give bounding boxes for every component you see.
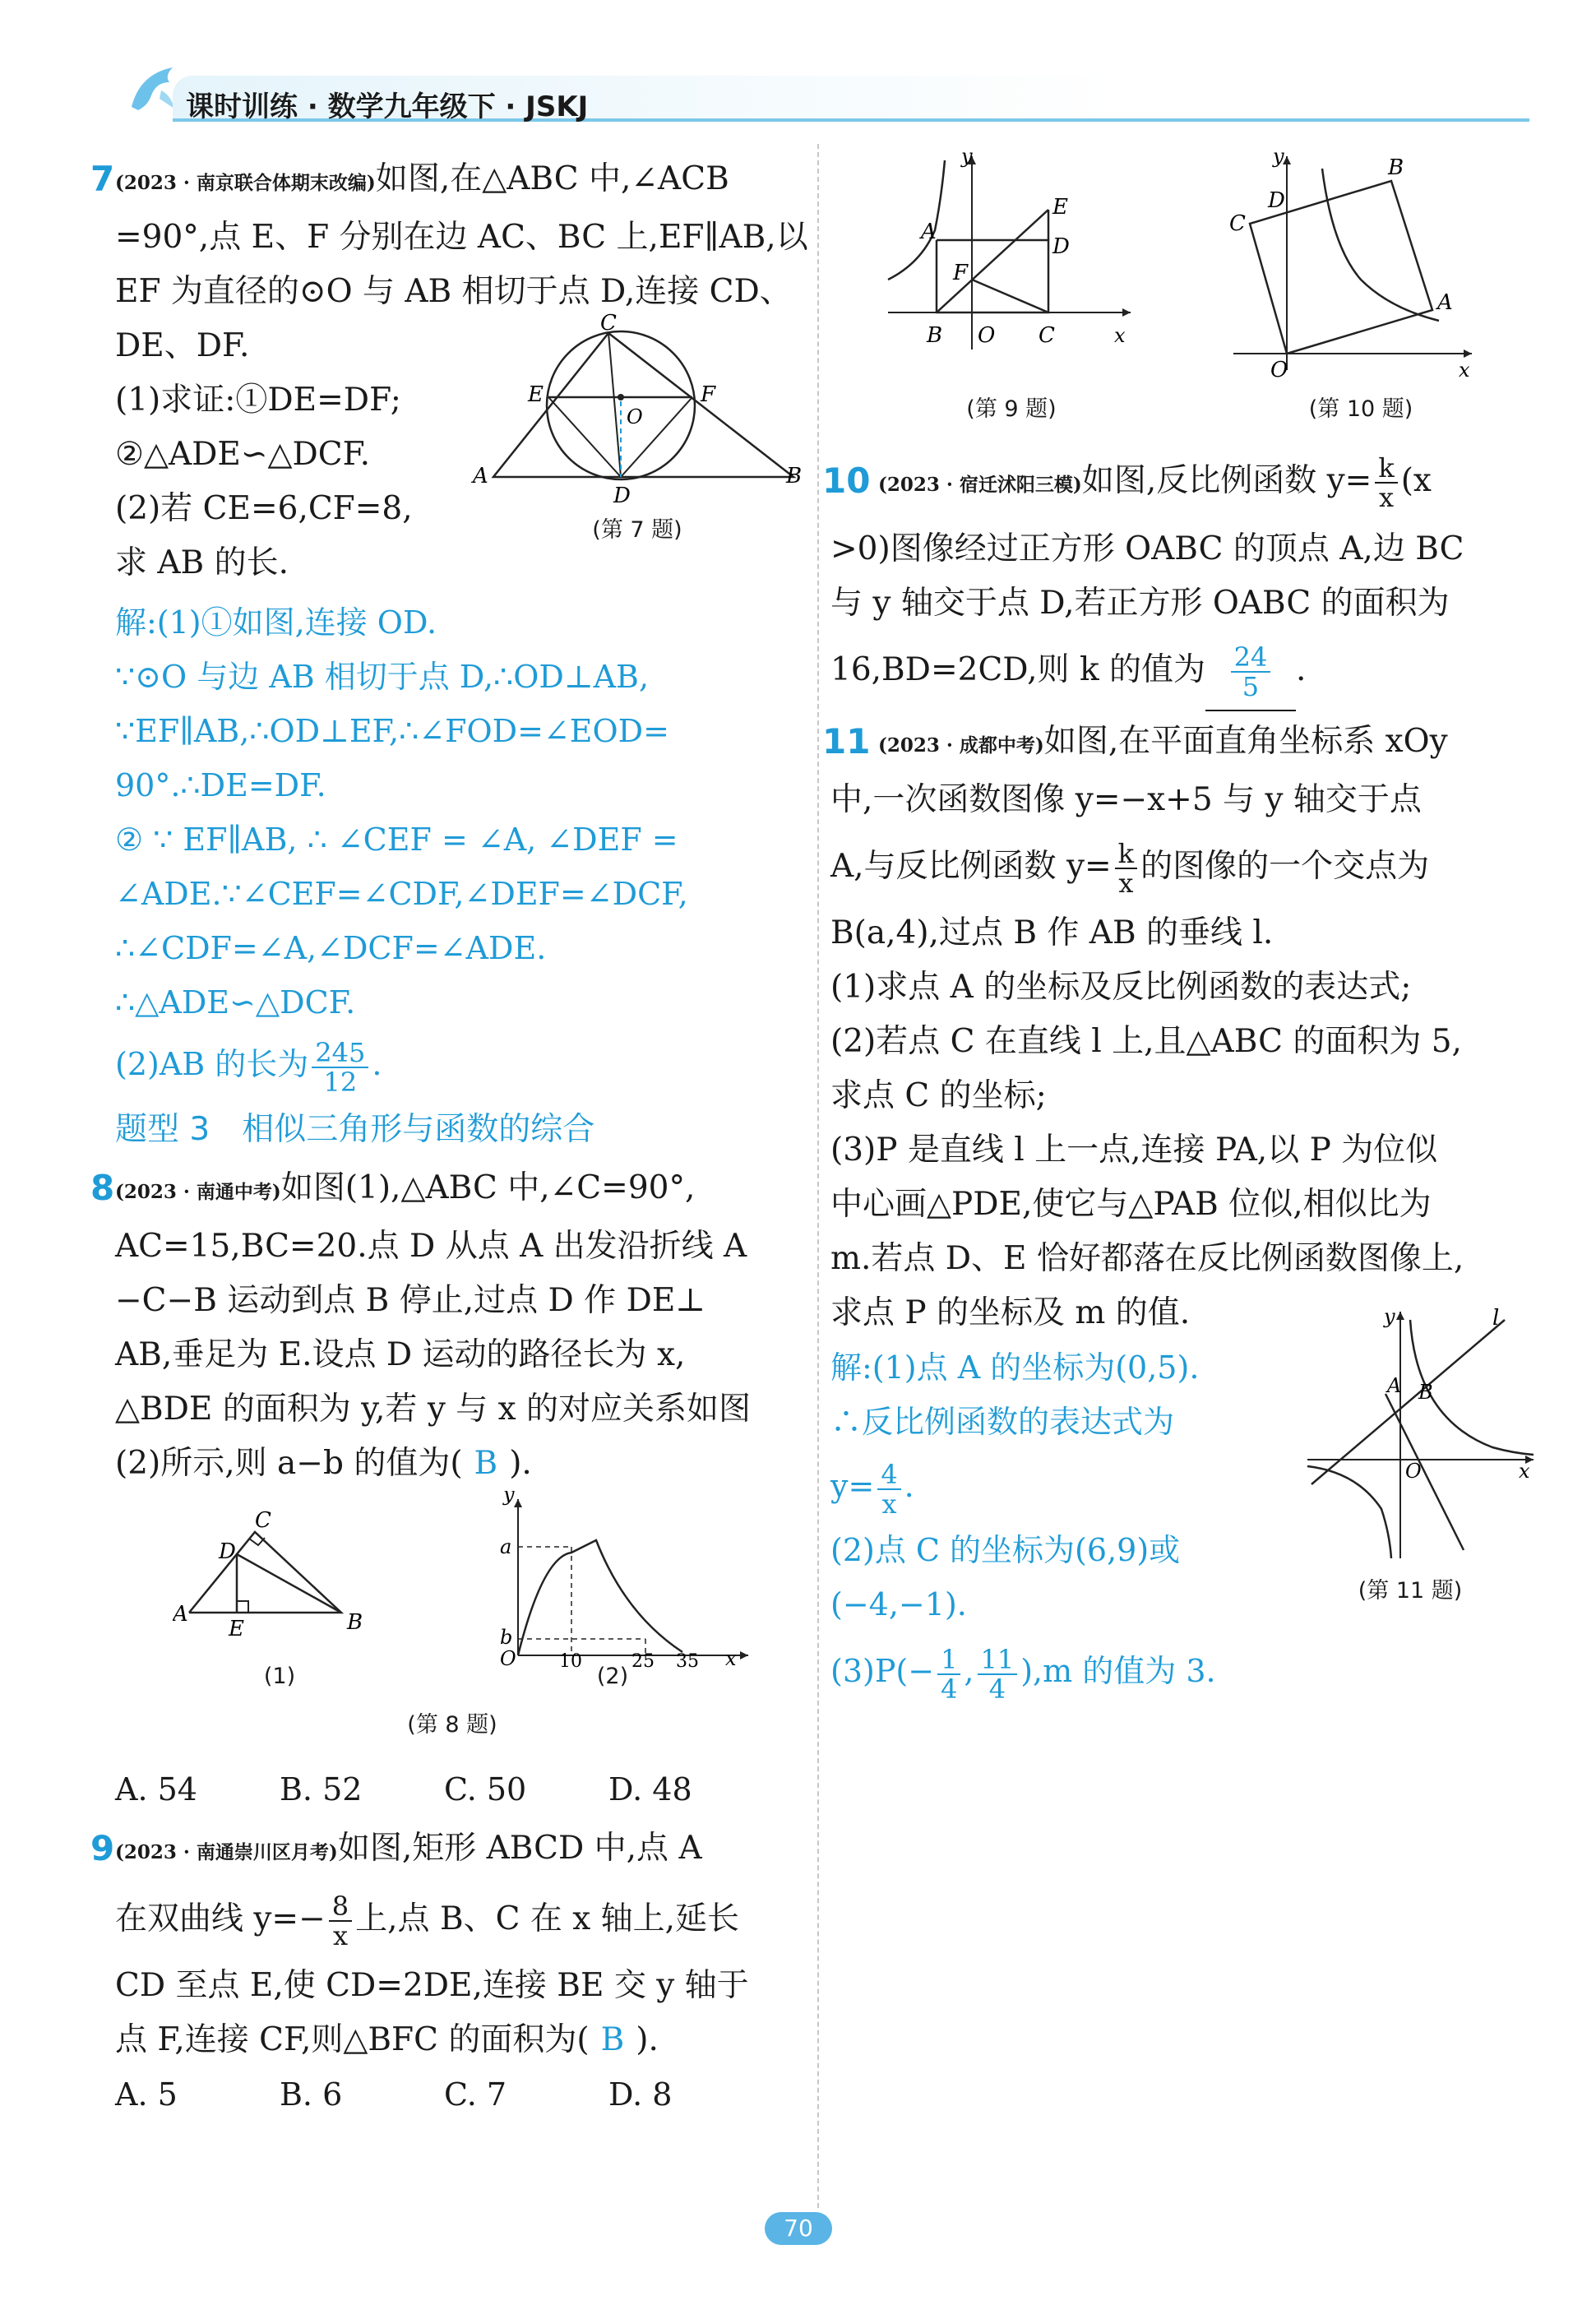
x-axis-arrow-icon [740, 1651, 748, 1659]
question-text: (2)若 CE=6,CF=8, [115, 490, 413, 527]
question-text: . [1295, 651, 1307, 688]
question-number: 8 [90, 1168, 115, 1208]
label-o: O [1270, 358, 1288, 382]
solution-line: ② ∵ EF∥AB, ∴ ∠CEF = ∠A, ∠DEF = [115, 822, 678, 858]
question-9 [90, 1821, 806, 2122]
column-divider [817, 144, 819, 2208]
numerator: 11 [978, 1645, 1018, 1675]
label-b: B [1418, 1381, 1433, 1404]
figure-caption: (第 11 题) [1358, 1578, 1463, 1604]
tick-label: 35 [676, 1651, 699, 1668]
segment-cd [608, 333, 621, 477]
question-text: 的图像的一个交点为 [1140, 848, 1430, 885]
label-a: A [1387, 1374, 1402, 1397]
figure-8 [115, 1491, 806, 1762]
question-text: 如图,矩形 ABCD 中,点 A [337, 1830, 702, 1867]
question-text: ②△ADE∽△DCF. [115, 436, 371, 473]
answer-choice: B [600, 2021, 625, 2058]
solution-text: . [904, 1468, 914, 1504]
label-y: y [961, 148, 973, 168]
solution-line: ∴△ADE∽△DCF. [115, 984, 356, 1021]
question-text: (1)求点 A 的坐标及反比例函数的表达式; [830, 969, 1412, 1006]
question-text: 16,BD=2CD,则 k 的值为 [830, 651, 1205, 688]
fraction [1375, 454, 1397, 511]
numerator: 4 [877, 1460, 900, 1490]
question-text: 求 AB 的长. [115, 544, 289, 581]
solution-text: (3)P(− [830, 1653, 935, 1689]
label-a: a [500, 1535, 512, 1558]
line-ab [1386, 1394, 1464, 1550]
question-text: 如图,在△ABC 中,∠ACB [375, 160, 729, 197]
hyperbola [1322, 169, 1439, 321]
solution-line: ∴∠CDF=∠A,∠DCF=∠ADE. [115, 930, 547, 966]
figure-caption: (第 9 题) [966, 396, 1057, 422]
solution-line: ∴反比例函数的表达式为 [830, 1404, 1175, 1440]
label-b: B [347, 1610, 363, 1635]
label-x: x [1459, 359, 1470, 382]
question-text: =90°,点 E、F 分别在边 AC、BC 上,EF∥AB,以 [115, 219, 808, 256]
label-y: y [503, 1491, 515, 1506]
numerator: 8 [329, 1892, 352, 1922]
label-c: C [1039, 323, 1055, 348]
numerator: k [1115, 840, 1137, 869]
question-text: 点 F,连接 CF,则△BFC 的面积为( [115, 2021, 590, 2058]
option: B. 52 [280, 1771, 363, 1807]
question-text: ). [636, 2021, 659, 2058]
question-text: ). [509, 1445, 532, 1482]
question-text: 上,点 B、C 在 x 轴上,延长 [355, 1900, 740, 1937]
x-axis-arrow-icon [1464, 349, 1472, 358]
question-text: B(a,4),过点 B 作 AB 的垂线 l. [830, 914, 1274, 951]
solution-text: (2)AB 的长为 [115, 1046, 309, 1082]
label-d: D [1268, 188, 1285, 213]
denominator: x [1118, 868, 1134, 899]
option: C. 7 [444, 2076, 507, 2113]
numerator: k [1375, 454, 1397, 484]
label-d: D [613, 484, 631, 508]
question-text: 如图(1),△ABC 中,∠C=90°, [280, 1169, 696, 1206]
question-source: (2023 · 南通崇川区月考) [115, 1841, 338, 1863]
label-y: y [1384, 1305, 1395, 1328]
fraction [937, 1645, 960, 1703]
fraction [329, 1892, 352, 1950]
answer-choice: B [474, 1445, 498, 1482]
center-point [618, 394, 624, 400]
options [115, 1762, 806, 1817]
label-o: O [500, 1647, 516, 1668]
right-angle-mark [237, 1601, 248, 1613]
figure-8-2-graph [493, 1491, 756, 1668]
label-x: x [1519, 1460, 1530, 1483]
label-b: B [1388, 155, 1404, 180]
denominator: 12 [323, 1066, 358, 1098]
figure-caption: (1) [263, 1664, 296, 1689]
y-axis-arrow-icon [514, 1499, 522, 1507]
question-text: 在双曲线 y=− [115, 1900, 326, 1937]
fraction [877, 1460, 900, 1518]
solution-line: 解:(1)点 A 的坐标为(0,5). [830, 1349, 1200, 1386]
question-text: CD 至点 E,使 CD=2DE,连接 BE 交 y 轴于 [115, 1967, 749, 2004]
label-b: B [786, 464, 803, 488]
solution-line: ∵⊙O 与边 AB 相切于点 D,∴OD⊥AB, [115, 659, 650, 695]
label-c: C [255, 1508, 271, 1533]
figure-7 [469, 308, 806, 514]
label-x: x [725, 1647, 737, 1668]
solution-text: , [964, 1653, 974, 1689]
denominator: 4 [988, 1673, 1006, 1705]
solution-text: . [372, 1046, 382, 1082]
label-e: E [1052, 195, 1068, 220]
question-text: 中,一次函数图像 y=−x+5 与 y 轴交于点 [830, 781, 1422, 818]
question-text: AC=15,BC=20.点 D 从点 A 出发沿折线 A [115, 1228, 747, 1265]
denominator: x [332, 1920, 348, 1951]
question-text: 如图,反比例函数 y= [1081, 462, 1372, 499]
question-source: (2023 · 南京联合体期末改编) [115, 172, 376, 194]
denominator: 4 [941, 1673, 958, 1705]
label-d: D [1052, 234, 1070, 259]
figure-11 [1295, 1303, 1542, 1567]
solution-line: (2)点 C 的坐标为(6,9)或 [830, 1532, 1181, 1568]
label-f: F [953, 261, 969, 285]
denominator: x [881, 1488, 897, 1520]
page-number: 70 [765, 2212, 832, 2245]
denominator: 5 [1242, 671, 1260, 702]
question-source: (2023 · 成都中考) [878, 734, 1044, 757]
solution-text: y= [830, 1468, 875, 1504]
section-title: 题型 3 相似三角形与函数的综合 [115, 1111, 595, 1148]
question-10 [822, 444, 1538, 711]
question-text: (x [1400, 462, 1432, 499]
question-text: (1)求证:①DE=DF; [115, 382, 401, 419]
option: D. 48 [608, 1771, 692, 1807]
solution-line: ∵EF∥AB,∴OD⊥EF,∴∠FOD=∠EOD= [115, 713, 669, 749]
solution-line: 90°.∴DE=DF. [115, 767, 326, 803]
question-text: (3)P 是直线 l 上一点,连接 PA,以 P 为位似 [830, 1132, 1438, 1169]
question-text: m.若点 D、E 恰好都落在反比例函数图像上, [830, 1240, 1464, 1277]
label-e: E [528, 382, 544, 407]
question-number: 10 [822, 461, 871, 501]
figure-caption: (第 7 题) [592, 517, 682, 543]
question-text: A,与反比例函数 y= [830, 848, 1112, 885]
label-o: O [978, 323, 996, 348]
option: A. 5 [115, 2076, 178, 2113]
question-8 [90, 1161, 806, 1817]
numerator: 1 [937, 1645, 960, 1675]
options [115, 2067, 806, 2122]
solution-line: ∠ADE.∵∠CEF=∠CDF,∠DEF=∠DCF, [115, 876, 688, 912]
figure-caption: (第 8 题) [407, 1712, 497, 1738]
question-text: 求点 C 的坐标; [830, 1077, 1047, 1114]
label-b: b [500, 1626, 513, 1649]
question-7 [90, 152, 808, 1099]
option: B. 6 [280, 2076, 343, 2113]
tick-label: 25 [631, 1651, 655, 1668]
fraction [312, 1036, 368, 1098]
label-a: A [921, 220, 937, 244]
label-c: C [600, 311, 617, 336]
numerator: 24 [1231, 643, 1271, 673]
label-a: A [173, 1602, 188, 1627]
page-header [123, 76, 1480, 133]
figure-9 [884, 148, 1139, 354]
tick-label: 10 [559, 1651, 582, 1668]
question-text: >0)图像经过正方形 OABC 的顶点 A,边 BC [830, 530, 1464, 567]
option: C. 50 [444, 1771, 527, 1807]
question-source: (2023 · 宿迁沭阳三模) [878, 474, 1082, 496]
label-e: E [229, 1617, 244, 1641]
solution-text: ),m 的值为 3. [1020, 1653, 1216, 1689]
label-c: C [1229, 211, 1246, 236]
label-a: A [473, 464, 488, 488]
solution-line [830, 1632, 1538, 1710]
question-text: DE、DF. [115, 327, 250, 364]
question-number: 11 [822, 721, 871, 761]
question-text: 如图,在平面直角坐标系 xOy [1043, 723, 1448, 760]
label-l: l [1492, 1306, 1500, 1331]
solution-line: 解:(1)①如图,连接 OD. [115, 604, 437, 641]
denominator: x [1379, 482, 1395, 513]
question-number: 7 [90, 159, 115, 199]
question-number: 9 [90, 1828, 115, 1868]
question-text: −C−B 运动到点 B 停止,过点 D 作 DE⊥ [115, 1282, 705, 1319]
question-text: AB,垂足为 E.设点 D 运动的路径长为 x, [115, 1336, 686, 1373]
figure-10 [1225, 148, 1480, 386]
label-x: x [1114, 324, 1126, 347]
y-axis-arrow-icon [1396, 1312, 1404, 1320]
label-o: O [1405, 1460, 1422, 1483]
curve [518, 1540, 682, 1655]
header-title: 课时训练 · 数学九年级下 · JSKJ [186, 90, 589, 123]
option: D. 8 [608, 2076, 673, 2113]
label-f: F [701, 382, 716, 407]
figure-8-1-triangle [173, 1507, 386, 1655]
segment-de [548, 397, 621, 477]
figure-caption: (第 10 题) [1308, 396, 1413, 422]
label-o: O [627, 405, 643, 428]
answer-blank [1205, 631, 1296, 711]
solution-line [115, 1030, 806, 1099]
label-b: B [927, 323, 943, 348]
question-text: (2)若点 C 在直线 l 上,且△ABC 的面积为 5, [830, 1023, 1462, 1060]
question-text: 中心画△PDE,使它与△PAB 位似,相似比为 [830, 1186, 1432, 1223]
figure-caption: (2) [596, 1664, 629, 1689]
question-text: 求点 P 的坐标及 m 的值. [830, 1294, 1191, 1331]
label-d: D [219, 1539, 236, 1564]
label-y: y [1273, 148, 1284, 168]
question-text: △BDE 的面积为 y,若 y 与 x 的对应关系如图 [115, 1391, 752, 1428]
fraction [978, 1645, 1018, 1703]
question-text: EF 为直径的⊙O 与 AB 相切于点 D,连接 CD、 [115, 273, 792, 310]
question-source: (2023 · 南通中考) [115, 1181, 281, 1203]
fraction [1115, 840, 1137, 897]
numerator: 245 [312, 1039, 368, 1068]
x-axis-arrow-icon [1122, 308, 1131, 317]
label-a: A [1437, 290, 1453, 315]
solution-line: (−4,−1). [830, 1586, 967, 1622]
option: A. 54 [115, 1771, 197, 1807]
question-text: 与 y 轴交于点 D,若正方形 OABC 的面积为 [830, 585, 1450, 622]
hyperbola-branch [1307, 1466, 1391, 1558]
segment-cf [972, 280, 1048, 312]
question-text: (2)所示,则 a−b 的值为( [115, 1445, 463, 1482]
fraction [1231, 643, 1271, 701]
